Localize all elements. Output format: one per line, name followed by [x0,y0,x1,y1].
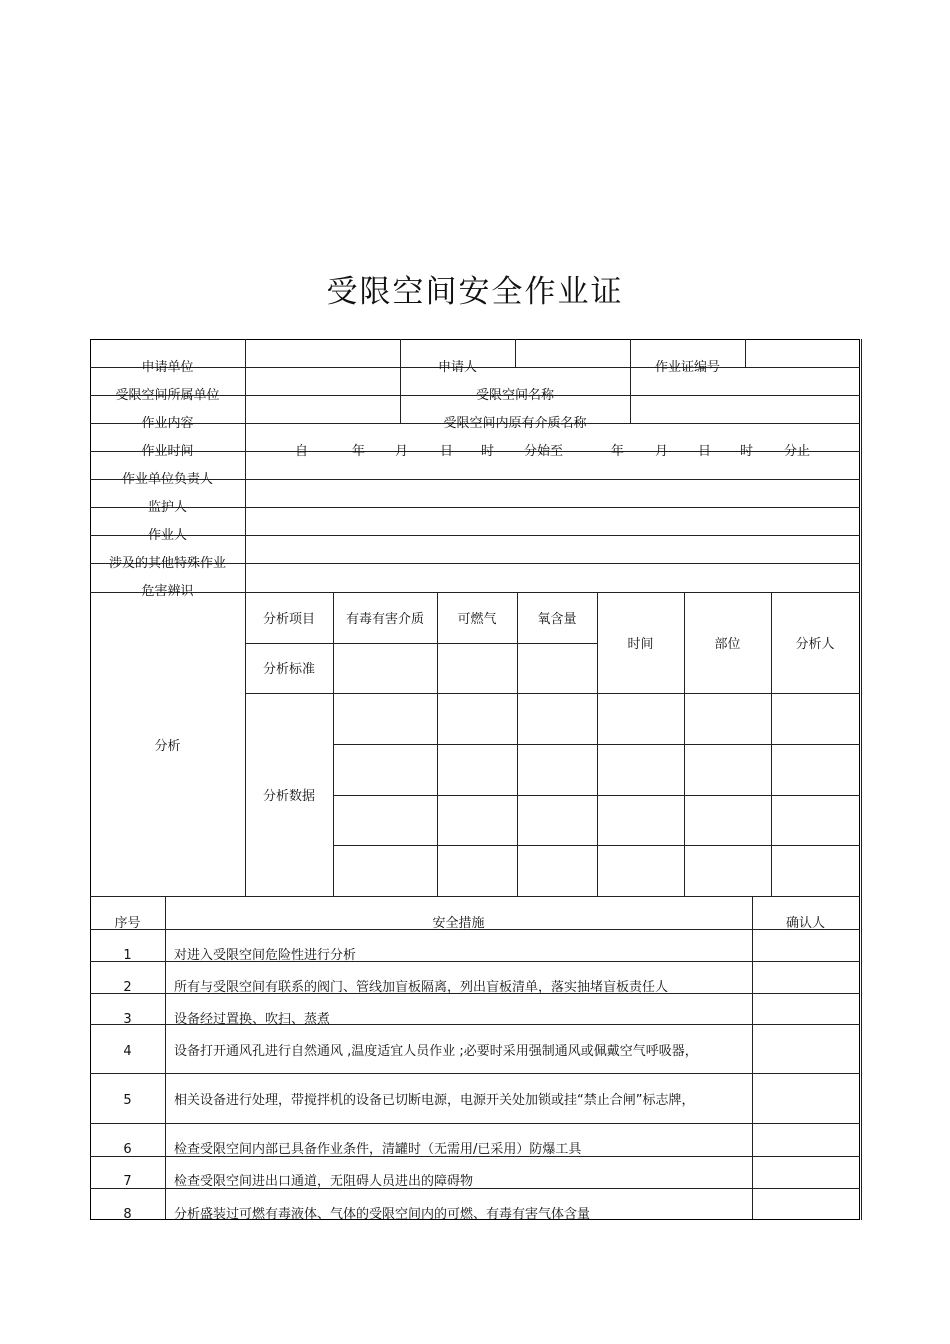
label-applicant: 申请人 [437,360,477,375]
label-work-content: 作业内容 [141,416,194,431]
time-part: 自 [295,444,309,459]
col-oxygen: 氧含量 [537,612,577,627]
label-confirm: 确认人 [785,916,825,931]
time-part: 分始至 [524,444,564,459]
document-title: 受限空间安全作业证 [326,274,624,310]
label-guardian: 监护人 [147,500,187,515]
col-toxic: 有毒有害介质 [345,612,424,627]
time-part: 时 [481,444,495,459]
time-part: 年 [352,444,366,459]
row-text: 对进入受限空间危险性进行分析 [174,948,357,963]
label-permit-no: 作业证编号 [654,360,720,375]
time-part: 时 [740,444,754,459]
label-measures: 安全措施 [432,916,485,931]
row-number: 6 [123,1142,132,1157]
time-part: 分止 [784,444,811,459]
label-analysis-standard: 分析标准 [262,662,315,677]
label-work-leader: 作业单位负责人 [121,472,213,487]
row-text: 所有与受限空间有联系的阀门、管线加盲板隔离，列出盲板清单，落实抽堵盲板责任人 [174,980,669,995]
time-part: 日 [440,444,454,459]
label-analysis-data: 分析数据 [262,789,315,804]
label-work-time: 作业时间 [141,444,194,459]
row-text: 检查受限空间内部已具备作业条件，清罐时（无需用/已采用）防爆工具 [174,1142,582,1157]
row-number: 7 [123,1174,132,1189]
row-text: 检查受限空间进出口通道，无阻碍人员进出的障碍物 [174,1174,474,1189]
row-number: 5 [123,1093,132,1108]
col-location: 部位 [714,637,741,652]
row-number: 8 [123,1207,132,1222]
time-part: 日 [698,444,712,459]
time-part: 年 [611,444,625,459]
row-number: 3 [123,1012,132,1027]
time-part: 月 [655,444,669,459]
label-owner-unit: 受限空间所属单位 [115,388,220,403]
label-analysis: 分析 [154,739,181,754]
row-number: 2 [123,980,132,995]
row-number: 4 [123,1044,132,1059]
row-text: 设备打开通风孔进行自然通风 ,温度适宜人员作业 ;必要时采用强制通风或佩戴空气呼吸器， [174,1044,698,1059]
col-flammable: 可燃气 [457,612,497,627]
row-text: 设备经过置换、吹扫、蒸煮 [174,1012,331,1027]
label-medium-name: 受限空间内原有介质名称 [443,416,587,431]
label-space-name: 受限空间名称 [475,388,554,403]
col-analyst: 分析人 [795,637,835,652]
label-analysis-item: 分析项目 [262,612,315,627]
label-seq: 序号 [114,916,141,931]
label-hazard-id: 危害辨识 [141,584,194,599]
row-number: 1 [123,948,132,963]
label-worker: 作业人 [147,528,187,543]
time-part: 月 [395,444,409,459]
label-applicant-unit: 申请单位 [141,360,194,375]
col-time: 时间 [627,637,654,652]
row-text: 相关设备进行处理，带搅拌机的设备已切断电源，电源开关处加锁或挂“禁止合闸”标志牌， [174,1093,695,1108]
row-text: 分析盛装过可燃有毒液体、气体的受限空间内的可燃、有毒有害气体含量 [174,1207,591,1222]
label-other-special: 涉及的其他特殊作业 [108,556,226,571]
